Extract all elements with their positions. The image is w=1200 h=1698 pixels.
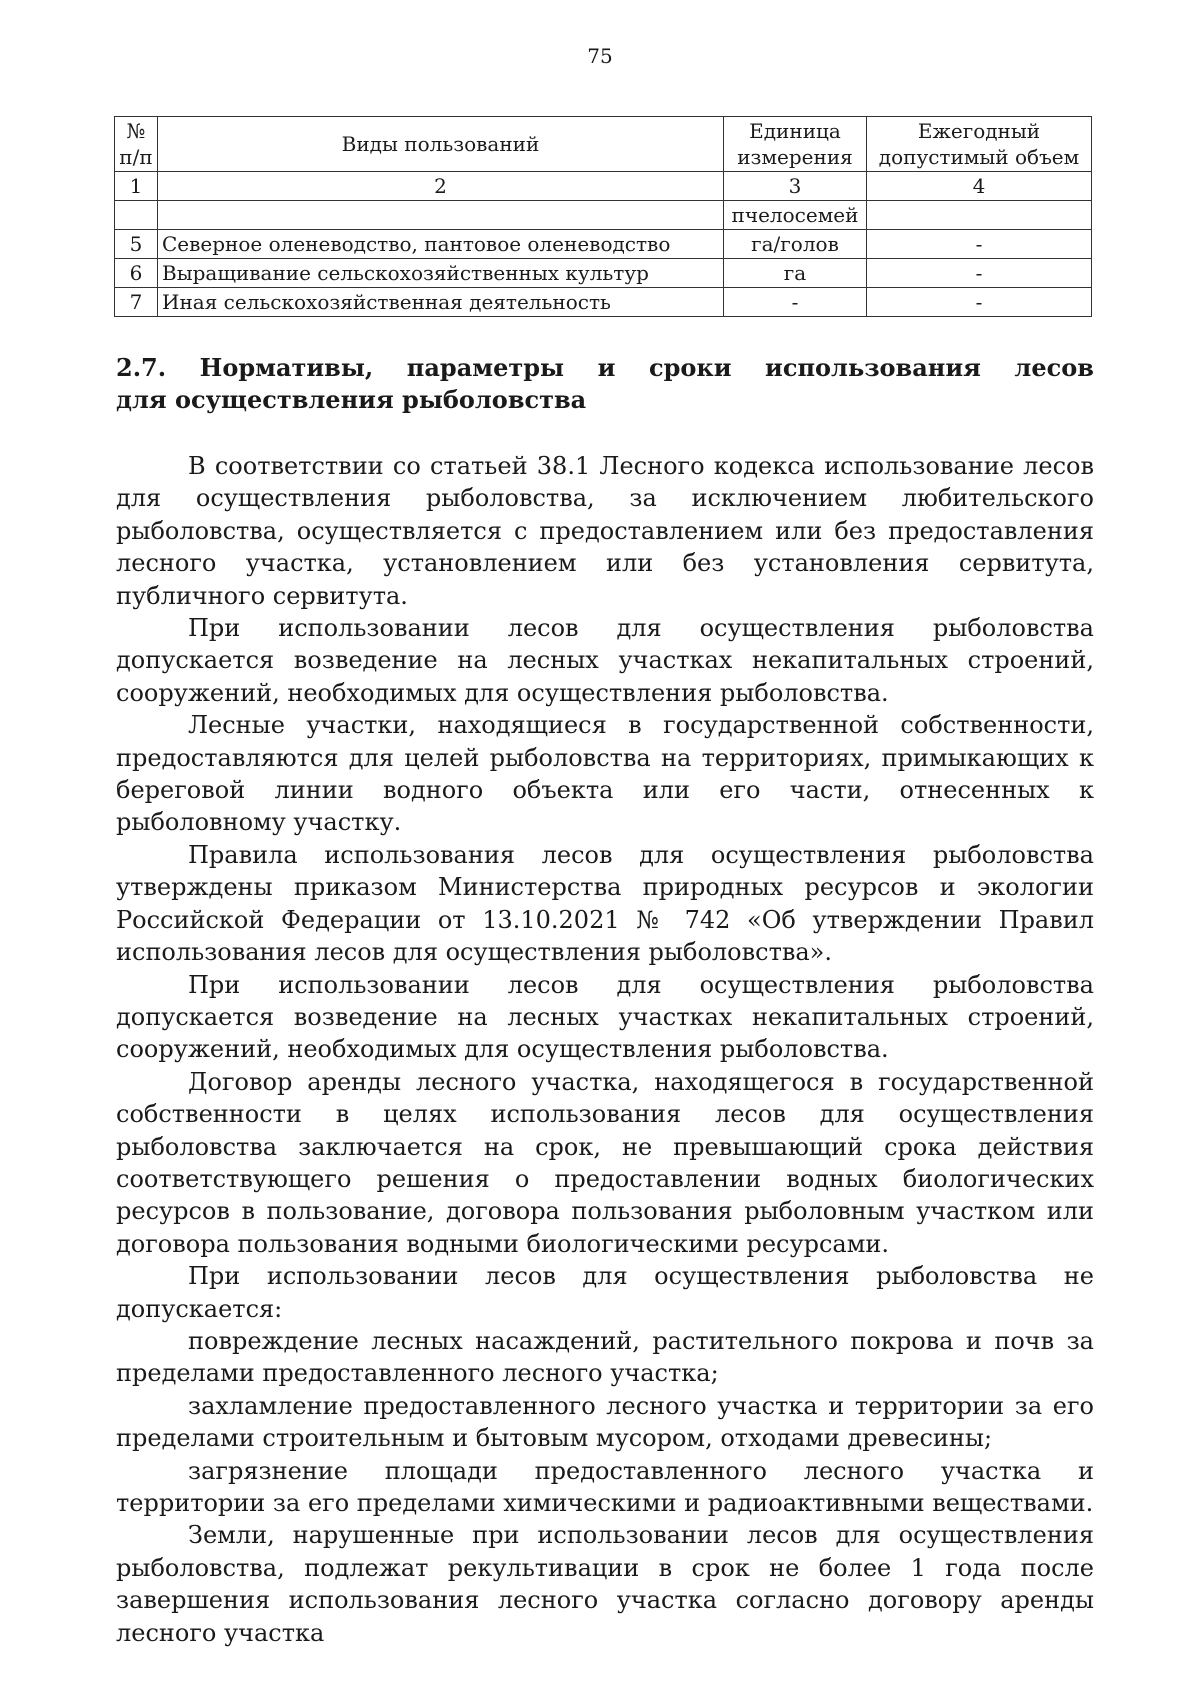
header-unit: Единица измерения <box>724 117 867 172</box>
paragraph: При использовании лесов для осуществления рыболовства допускается возведение на лесных участках некапитальных строений, сооружений, необходимых для осуществления рыболовства. <box>116 970 1094 1064</box>
section-heading <box>116 352 1094 416</box>
table-row <box>115 259 1092 288</box>
header-num: № п/п <box>115 117 158 172</box>
heading-word: и <box>597 353 616 382</box>
paragraph: Договор аренды лесного участка, находящегося в государственной собственности в целях использования лесов для осуществления рыболовства заключается на срок, не превышающий срока действия соответствующего решения о предоставлении водных биологических ресурсов в пользование, договора пользования рыболовным участком или договора пользования водными биологическими ресурсами. <box>116 1067 1094 1258</box>
heading-word: Нормативы, <box>199 353 374 382</box>
table-row <box>115 288 1092 317</box>
paragraph: При использовании лесов для осуществления рыболовства допускается возведение на лесных участках некапитальных строений, сооружений, необходимых для осуществления рыболовства. <box>116 614 1094 707</box>
col-number: 2 <box>158 172 724 201</box>
row-volume: - <box>867 230 1092 259</box>
header-kind: Виды пользований <box>158 117 724 172</box>
row-unit: - <box>724 288 867 317</box>
paragraph: Земли, нарушенные при использовании лесов для осуществления рыболовства, подлежат рекультивации в срок не более 1 года после завершения использования лесного участка согласно договору аренды лесного участка <box>116 1521 1094 1647</box>
row-num: 7 <box>115 288 158 317</box>
row-kind: Северное оленеводство, пантовое оленеводство <box>158 230 724 259</box>
row-volume: - <box>867 259 1092 288</box>
col-number: 1 <box>115 172 158 201</box>
paragraph: При использовании лесов для осуществления рыболовства не допускается: <box>116 1262 1094 1323</box>
usage-table <box>114 116 1092 317</box>
table-row <box>115 230 1092 259</box>
paragraph: загрязнение площади предоставленного лесного участка и территории за его пределами химическими и радиоактивными веществами. <box>116 1456 1094 1517</box>
paragraph: захламление предоставленного лесного участка и территории за его пределами строительным и бытовым мусором, отходами древесины; <box>116 1391 1094 1453</box>
page-number: 75 <box>587 44 613 68</box>
row-num <box>115 201 158 230</box>
heading-word: параметры <box>406 353 565 382</box>
row-volume: - <box>867 288 1092 317</box>
row-num: 6 <box>115 259 158 288</box>
row-unit: га/голов <box>724 230 867 259</box>
row-unit: пчелосемей <box>724 201 867 230</box>
row-kind: Иная сельскохозяйственная деятельность <box>158 288 724 317</box>
heading-word: лесов <box>1014 353 1094 382</box>
paragraph: повреждение лесных насаждений, растительного покрова и почв за пределами предоставленного лесного участка; <box>116 1326 1094 1388</box>
header-volume: Ежегодный допустимый объем <box>867 117 1092 172</box>
row-kind: Выращивание сельскохозяйственных культур <box>158 259 724 288</box>
paragraph: Лесные участки, находящиеся в государственной собственности, предоставляются для целей рыболовства на территориях, примыкающих к береговой линии водного объекта или его части, отнесенных к рыболовному участку. <box>116 711 1094 837</box>
row-volume <box>867 201 1092 230</box>
row-unit: га <box>724 259 867 288</box>
table-row <box>115 201 1092 230</box>
col-number: 4 <box>867 172 1092 201</box>
row-num: 5 <box>115 230 158 259</box>
paragraph: Правила использования лесов для осуществления рыболовства утверждены приказом Министерства природных ресурсов и экологии Российской Федерации от 13.10.2021 № 742 «Об утверждении Правил использования лесов для осуществления рыболовства». <box>116 840 1094 967</box>
section-heading-line2: для осуществления рыболовства <box>116 385 587 414</box>
col-number: 3 <box>724 172 867 201</box>
heading-word: 2.7. <box>116 353 167 382</box>
body-text <box>116 450 1094 1649</box>
table-column-numbers <box>115 172 1092 201</box>
section-heading-line1 <box>116 352 1094 384</box>
heading-word: использования <box>765 353 981 382</box>
table-header-row <box>115 117 1092 172</box>
paragraph: В соответствии со статьей 38.1 Лесного кодекса использование лесов для осуществления рыболовства, за исключением любительского рыболовства, осуществляется с предоставлением или без предоставления лесного участка, установлением или без установления сервитута, публичного сервитута. <box>116 452 1094 610</box>
row-kind <box>158 201 724 230</box>
heading-word: сроки <box>648 353 732 382</box>
